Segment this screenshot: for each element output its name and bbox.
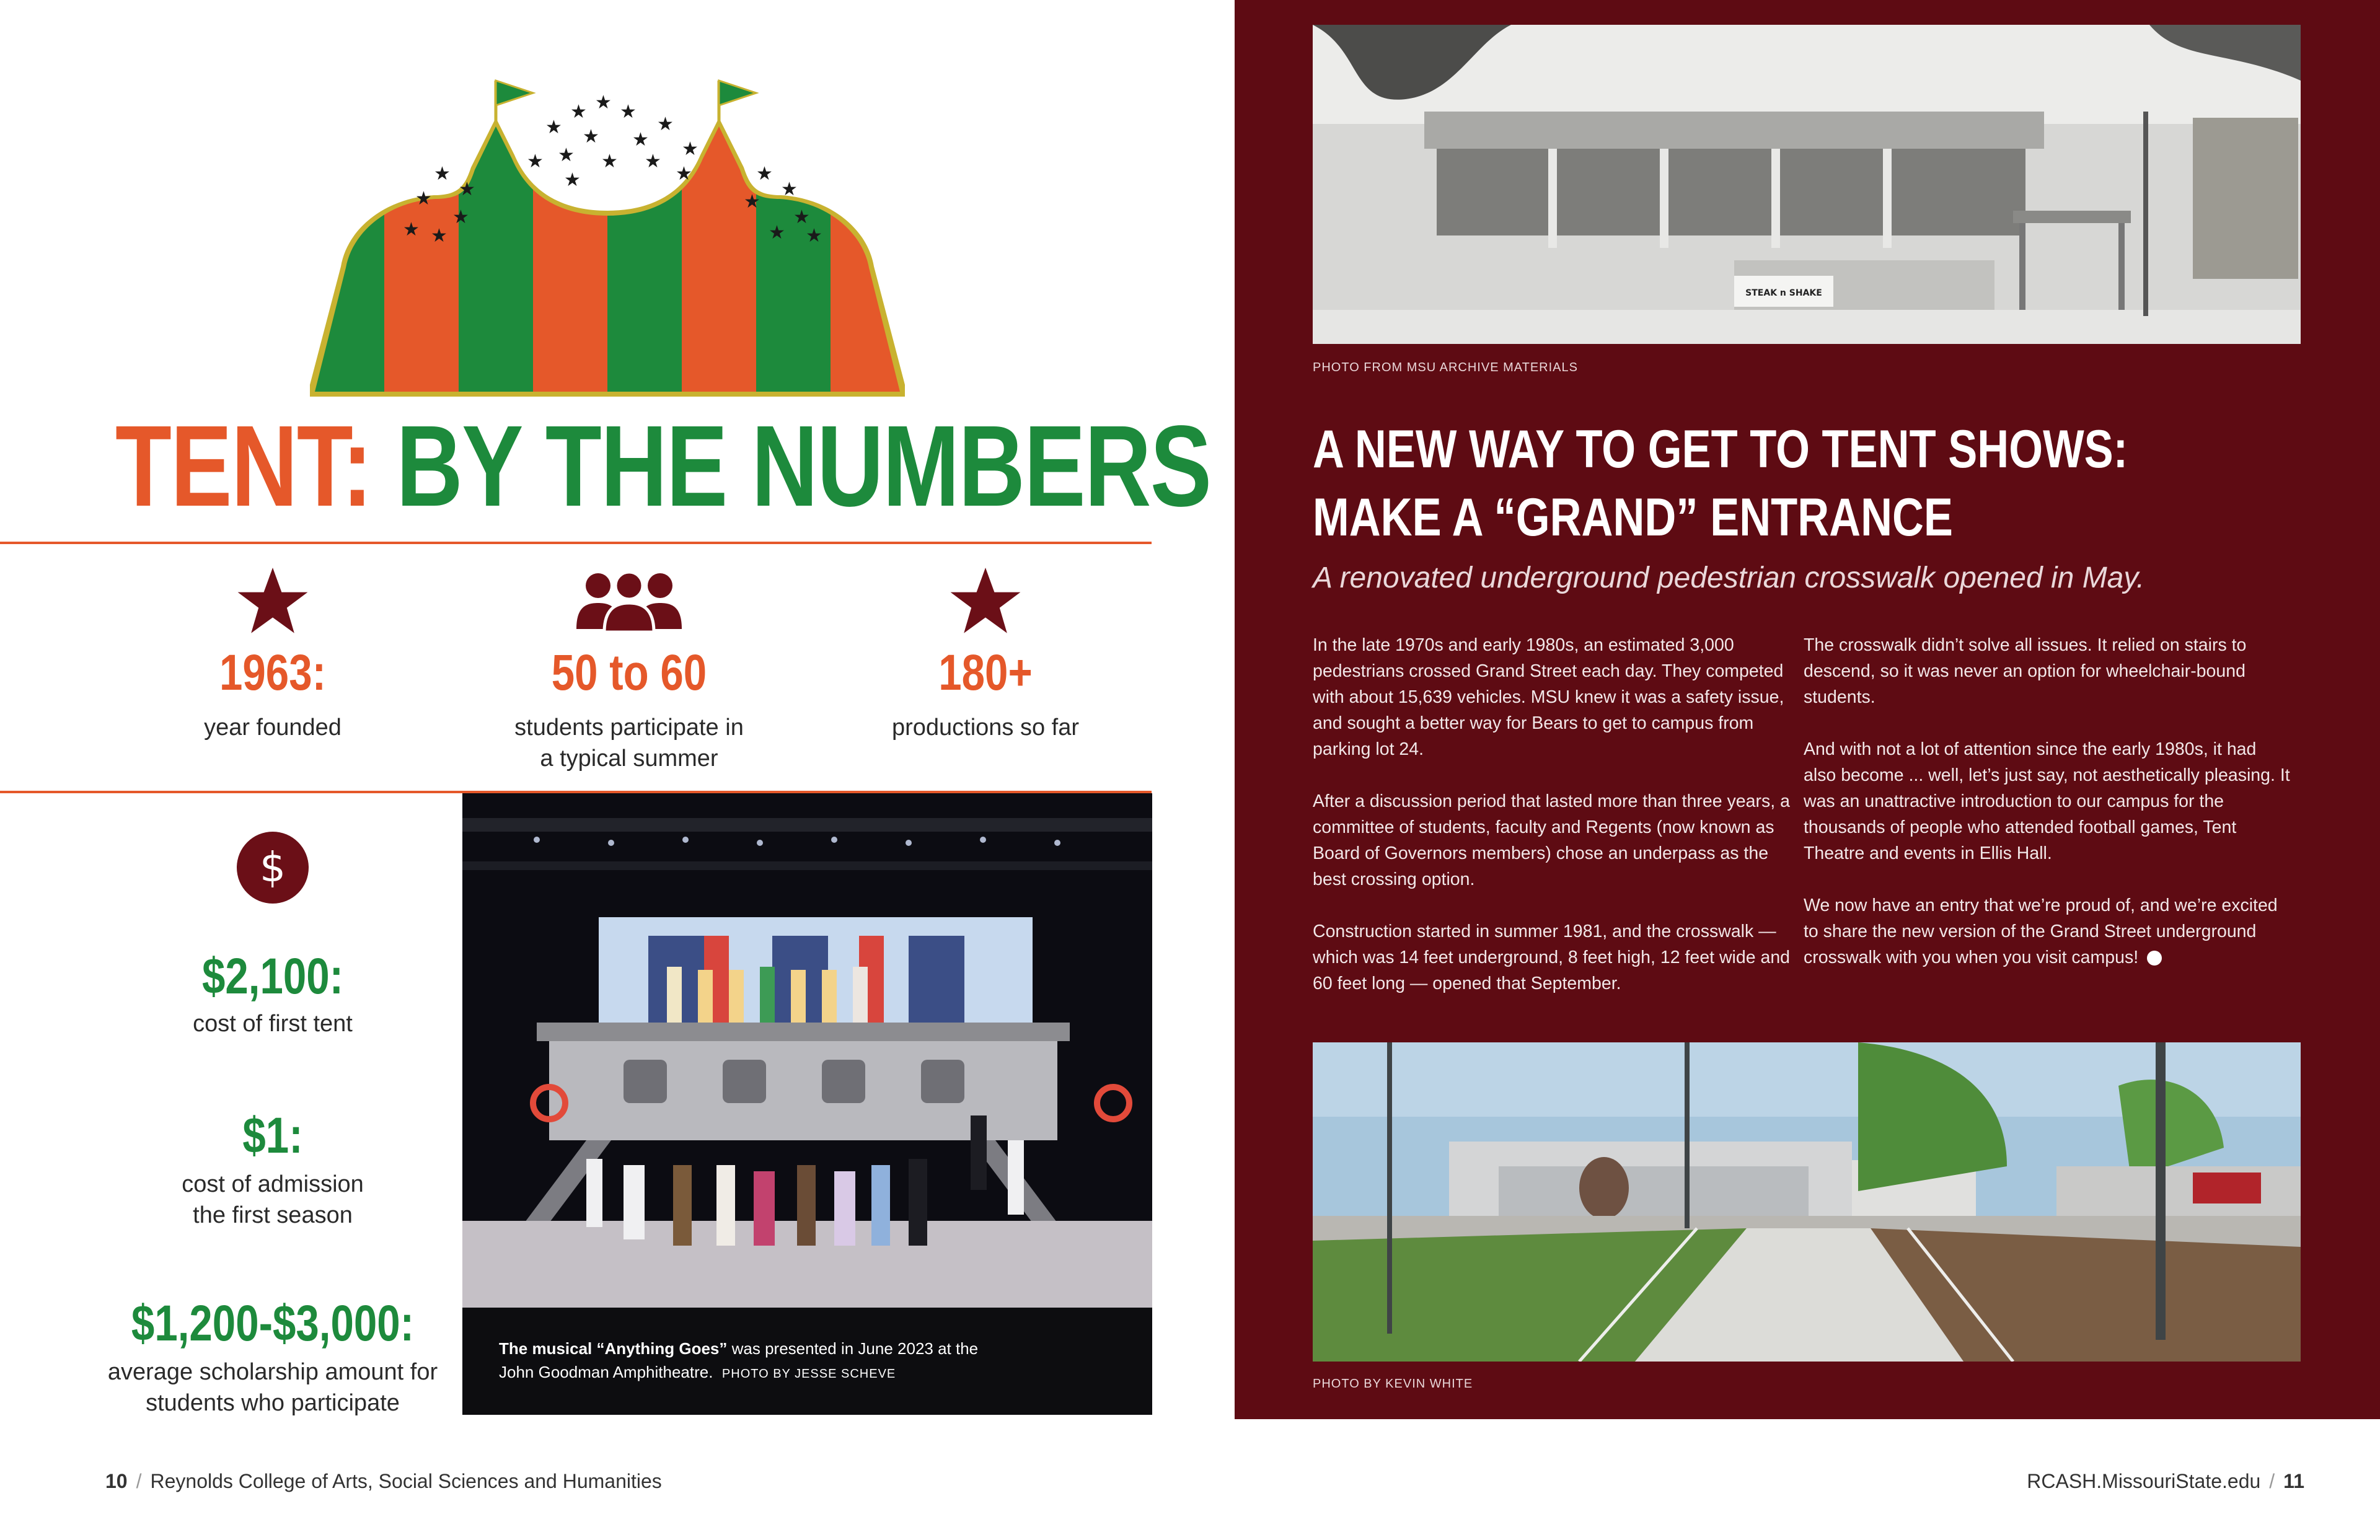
stat-label-line1: students participate in [514, 715, 744, 741]
photo-credit: PHOTO BY JESSE SCHEVE [721, 1367, 896, 1381]
stage-scene-image [462, 793, 1152, 1415]
svg-text:★: ★ [595, 92, 612, 113]
footer-college-name: Reynolds College of Arts, Social Sciences and Humanities [150, 1470, 662, 1492]
crosswalk-photo [1313, 1042, 2301, 1362]
footer-separator: / [136, 1470, 142, 1492]
archive-photo-credit: PHOTO FROM MSU ARCHIVE MATERIALS [1313, 361, 1578, 374]
end-mark-icon [2147, 951, 2162, 966]
caption-bold: The musical “Anything Goes” [499, 1339, 728, 1358]
svg-text:★: ★ [769, 222, 785, 244]
footer-separator: / [2269, 1470, 2275, 1492]
stat-value: $2,100: [201, 948, 344, 1005]
svg-text:★: ★ [403, 219, 420, 240]
svg-text:★: ★ [601, 151, 618, 172]
svg-text:★: ★ [570, 101, 587, 123]
stat-label-line1: cost of admission [182, 1171, 364, 1197]
headline-line2: MAKE A “GRAND” ENTRANCE [1313, 488, 1953, 547]
stat-label: cost of first tent [193, 1011, 353, 1037]
footer-right [2027, 1470, 2304, 1493]
divider-top [0, 542, 1152, 544]
headline-part2: BY THE NUMBERS [396, 402, 1211, 530]
page-number-left: 10 [105, 1470, 128, 1492]
svg-text:★: ★ [793, 206, 810, 228]
article-column-1 [1313, 632, 1802, 1023]
page-number-right: 11 [2283, 1470, 2304, 1492]
crosswalk-image [1313, 1042, 2301, 1362]
paragraph: In the late 1970s and early 1980s, an estimated 3,000 pedestrians crossed Grand Street each day. They competed with about 15,639 vehicles. MSU knew it was a safety issue, and sought a better way for Bears to get to campus from parking lot 24. [1313, 635, 1784, 759]
article-subhead: A renovated underground pedestrian crosswalk opened in May. [1313, 561, 2145, 594]
star-icon [236, 564, 310, 638]
svg-text:★: ★ [545, 117, 562, 138]
article-column-2 [1804, 632, 2293, 997]
headline-part1: TENT: [115, 402, 372, 530]
stat-year-founded [118, 564, 428, 743]
paragraph: Construction started in summer 1981, and the crosswalk — which was 14 feet underground, 8 feet high, 12 feet wide and 60 feet long — opened that September. [1313, 922, 1791, 993]
stat-admission-cost [87, 1107, 459, 1231]
svg-text:★: ★ [459, 178, 475, 200]
stat-label-line2: the first season [193, 1202, 353, 1228]
paragraph: And with not a lot of attention since the early 1980s, it had also become ... well, let’s just say, not aesthetically pleasing. It was an unattractive introduction to our campus for the thousands of people who attended football games, Tent Theatre and events in Ellis Hall. [1804, 739, 2290, 863]
svg-text:★: ★ [434, 163, 451, 185]
paragraph: The crosswalk didn’t solve all issues. It relied on stairs to descend, so it was never an option for wheelchair-bound students. [1804, 635, 2247, 707]
svg-text:★: ★ [657, 113, 674, 135]
stat-value: 180+ [938, 645, 1033, 701]
dollar-icon [236, 830, 310, 905]
stat-value: 1963: [219, 645, 326, 701]
stat-label: productions so far [891, 715, 1080, 741]
svg-text:★: ★ [558, 144, 575, 166]
stat-first-tent-cost [87, 830, 459, 1039]
footer-website-link[interactable]: RCASH.MissouriState.edu [2027, 1470, 2261, 1492]
svg-text:★: ★ [583, 126, 599, 147]
stat-students [471, 564, 787, 774]
star-icon [948, 564, 1023, 638]
svg-text:★: ★ [756, 163, 773, 185]
archive-building-image [1313, 25, 2301, 344]
stat-value: $1: [242, 1107, 303, 1164]
people-icon [573, 564, 685, 638]
circus-tent-illustration [310, 74, 905, 397]
stat-label-line2: students who participate [146, 1390, 400, 1416]
paragraph: After a discussion period that lasted more than three years, a committee of students, faculty and Regents (now known as Board of Governors members) chose an underpass as the best crossing option. [1313, 791, 1790, 889]
stat-label: year founded [204, 715, 342, 741]
stat-label-line2: a typical summer [540, 746, 718, 772]
headline-line1: A NEW WAY TO GET TO TENT SHOWS: [1313, 420, 2128, 479]
page-headline [115, 402, 1211, 530]
svg-text:★: ★ [527, 151, 544, 172]
svg-text:★: ★ [744, 191, 760, 213]
stat-label-line1: average scholarship amount for [107, 1359, 438, 1385]
theatre-photo [462, 793, 1152, 1415]
svg-text:★: ★ [632, 129, 649, 151]
crosswalk-photo-credit: PHOTO BY KEVIN WHITE [1313, 1377, 1473, 1391]
caption-text-1: was presented in June 2023 at the [727, 1339, 979, 1358]
svg-text:★: ★ [431, 225, 447, 247]
photo-caption [499, 1337, 1119, 1386]
svg-text:★: ★ [781, 178, 798, 200]
svg-text:★: ★ [415, 188, 432, 209]
stat-value: 50 to 60 [551, 645, 707, 701]
svg-text:★: ★ [806, 225, 822, 247]
caption-text-2: John Goodman Amphitheatre. [499, 1363, 713, 1381]
stat-value: $1,200-$3,000: [131, 1295, 415, 1352]
stat-productions [831, 564, 1140, 743]
svg-text:★: ★ [452, 206, 469, 228]
svg-text:★: ★ [620, 101, 637, 123]
footer-left [105, 1470, 662, 1493]
svg-text:★: ★ [676, 163, 692, 185]
steak-shake-sign: STEAK n SHAKE [1745, 288, 1822, 298]
svg-text:★: ★ [682, 138, 699, 160]
svg-text:★: ★ [564, 169, 581, 191]
article-headline [1313, 415, 2126, 552]
svg-text:★: ★ [645, 151, 661, 172]
stat-scholarship [68, 1295, 477, 1419]
paragraph: We now have an entry that we’re proud of, and we’re excited to share the new version of the Grand Street underground crosswalk with you when you visit campus! [1804, 895, 2278, 967]
svg-text:$: $ [260, 843, 286, 891]
archive-photo [1313, 25, 2301, 344]
